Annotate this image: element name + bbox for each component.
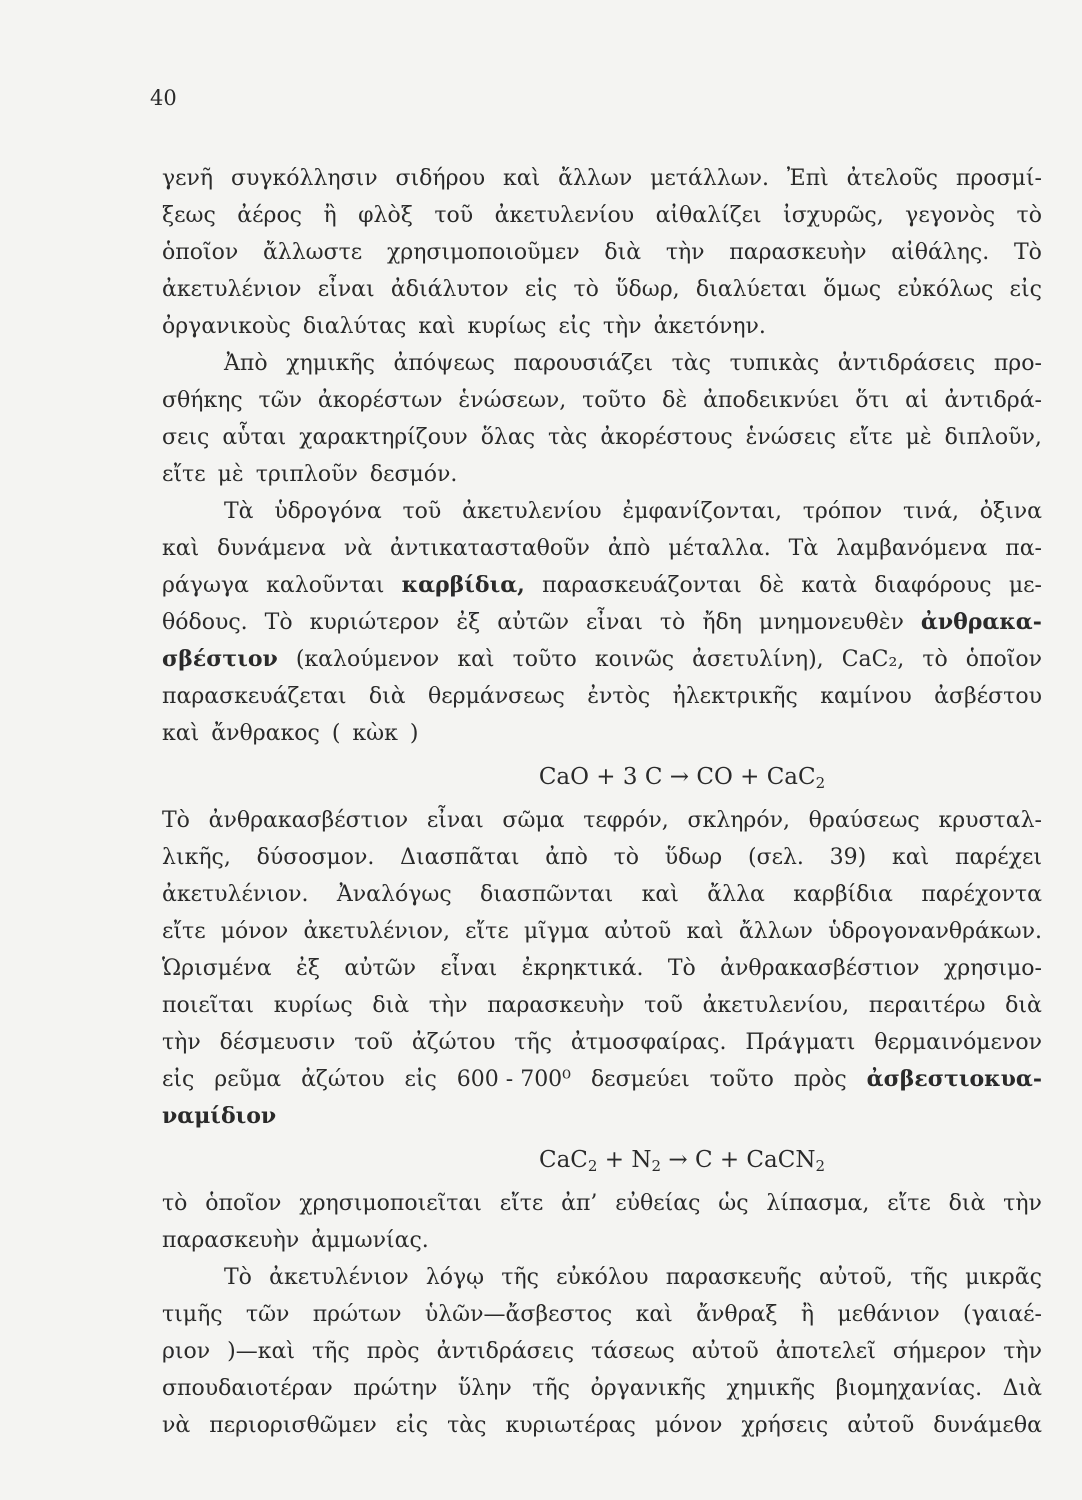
word: Ἐπὶ [786, 166, 829, 191]
word: μόνον [654, 1413, 723, 1438]
word: σῶμα [502, 808, 565, 833]
word: εὐθείας [615, 1191, 701, 1216]
word: ἀπ’ [561, 1191, 598, 1216]
word: ἀντιδράσεις [436, 1339, 575, 1364]
word: παρασκευῆς [665, 1265, 802, 1290]
word: μνημονευθὲν [758, 610, 904, 635]
word: λόγῳ [425, 1265, 485, 1290]
word: τῶν [245, 1302, 290, 1327]
word: πρώτην [353, 1376, 438, 1401]
text-line [162, 567, 1042, 604]
word: καὶ [457, 647, 495, 672]
word: λίπασμα, [766, 1191, 870, 1216]
word: ἀσετυλίνη), [692, 647, 824, 672]
word: μόνον [220, 919, 289, 944]
word: τῆς [501, 1265, 539, 1290]
word: κατὰ [801, 573, 858, 598]
word: ἀζώτου [411, 1030, 496, 1055]
word: με- [1008, 573, 1042, 598]
word: τὰς [548, 425, 588, 450]
word: ἀποδεικνύει [703, 388, 840, 413]
word: καὶ [635, 1302, 673, 1327]
text-line [162, 345, 1042, 382]
word: ἐξ [456, 610, 481, 635]
word: χρήσεις [741, 1413, 829, 1438]
word: ὑδρογονανθράκων. [828, 919, 1042, 944]
word: εἰς [395, 1413, 429, 1438]
bold-term: ναμίδιον [162, 1103, 277, 1129]
word: εἶναι [426, 808, 484, 833]
word: ξεως [162, 203, 216, 228]
word: αὗται [222, 425, 287, 450]
word: τὰς [671, 351, 711, 376]
text-line [162, 913, 1042, 950]
word: τὴν [162, 1030, 201, 1055]
bold-term: σβέστιον [162, 646, 278, 672]
word: ριον [162, 1339, 211, 1364]
word: καὶ [162, 536, 200, 561]
word: κοινῶς [594, 647, 675, 672]
word: κὼκ [352, 721, 398, 746]
text-line [162, 950, 1042, 987]
word: τὰς [447, 1413, 487, 1438]
word: δεσμεύει [590, 1067, 690, 1092]
word: CaC₂, [841, 647, 905, 672]
word: ἀντιδρά- [944, 388, 1042, 413]
text-line [162, 197, 1042, 234]
word: καμίνου [820, 684, 912, 709]
word: ὅμως [823, 277, 882, 302]
word: νὰ [343, 536, 373, 561]
word: εἰς [524, 277, 558, 302]
word: σιδήρου [395, 166, 486, 191]
word: παρασκευὴν [487, 993, 625, 1018]
word: βιομηχανίας. [835, 1376, 983, 1401]
word: προ- [993, 351, 1042, 376]
word: ἀσβέστου [934, 684, 1042, 709]
word: λαμβανόμενα [836, 536, 988, 561]
word: δύσοσμον. [256, 845, 375, 870]
word: τῆς [514, 1030, 552, 1055]
word: δυνάμεθα [933, 1413, 1042, 1438]
word: εὐκόλως [897, 277, 994, 302]
word: αὐτῶν [344, 956, 417, 981]
word: παρασκευάζονται [542, 573, 742, 598]
word: ὅτι [855, 388, 890, 413]
word: ὀργανικῆς [590, 1376, 706, 1401]
word: τῆς [910, 1265, 948, 1290]
word: ἀμμωνίας. [311, 1228, 429, 1253]
word: εἶναι [586, 610, 643, 635]
word: ) [409, 721, 419, 746]
word: ἄλλα [707, 882, 765, 907]
word: κυρίως [467, 314, 547, 339]
text-line [162, 1185, 1042, 1222]
word: τῶν [258, 388, 303, 413]
word: καὶ [641, 882, 679, 907]
word: λικῆς, [162, 845, 231, 870]
word: 600 - 700⁰ [456, 1067, 572, 1092]
word: εἴτε [887, 1191, 931, 1216]
word: ἀκετόνην. [653, 314, 766, 339]
word: ὕδωρ [664, 845, 723, 870]
word: ἰσχυρῶς, [783, 203, 884, 228]
word: ἄλλων [738, 919, 813, 944]
text-line [162, 1098, 1042, 1135]
text-line [162, 1222, 1042, 1259]
word: κυριωτέρας [505, 1413, 636, 1438]
word: εἰς [1009, 277, 1042, 302]
word: τυπικὰς [729, 351, 820, 376]
word: διὰ [948, 1191, 986, 1216]
word: μικρᾶς [965, 1265, 1042, 1290]
word: ἐκρηκτικά. [521, 956, 644, 981]
word: περαιτέρω [868, 993, 986, 1018]
word: καρβίδια [793, 882, 893, 907]
word: διαλύεται [695, 277, 807, 302]
text-line [162, 1296, 1042, 1333]
word: ἀντιδράσεις [837, 351, 976, 376]
body-text [162, 160, 1042, 1444]
word: ἀκετυλένιον, [303, 919, 450, 944]
word: )—καὶ [227, 1339, 295, 1364]
word: (καλούμενον [295, 647, 440, 672]
word: ὑλῶν—ἄσβεστος [424, 1302, 613, 1327]
word: φλὸξ [358, 203, 413, 228]
word: ἀκετυλενίου [462, 499, 602, 524]
text-line [162, 1024, 1042, 1061]
word: σκληρόν, [687, 808, 790, 833]
word: τῆς [311, 1339, 350, 1364]
word: σεις [162, 425, 210, 450]
word: παρουσιάζει [513, 351, 653, 376]
word: τὴν [1003, 1191, 1042, 1216]
word: διασπῶνται [480, 882, 614, 907]
word: ἀδιάλυτον [390, 277, 509, 302]
word: Ἀναλόγως [336, 882, 452, 907]
word: σήμερον [892, 1339, 987, 1364]
word: τριπλοῦν [255, 462, 358, 487]
word: εἴτε [465, 919, 509, 944]
word: αὐτοῦ, [819, 1265, 894, 1290]
word: εἴτε [499, 1191, 544, 1216]
word: Τὸ [1013, 240, 1042, 265]
word: ὑδρογόνα [274, 499, 382, 524]
word: Τὰ [224, 499, 254, 524]
word: τοῦ [402, 499, 442, 524]
word: αὐτῶν [497, 610, 569, 635]
formula-carbide-synthesis: CaO + 3 C → CO + CaC$_2$ [538, 764, 826, 792]
word: διὰ [368, 684, 406, 709]
word: εἴτε [162, 919, 206, 944]
word: Πράγματι [745, 1030, 856, 1055]
word: περιορισθῶμεν [209, 1413, 377, 1438]
word: ἠλεκτρικῆς [672, 684, 798, 709]
word: Ὡρισμένα [162, 956, 272, 981]
text-line [162, 1333, 1042, 1370]
word: παρασκευὴν [162, 1228, 300, 1253]
text-line [162, 987, 1042, 1024]
word: καὶ [892, 845, 930, 870]
word: Τὸ [224, 1265, 252, 1290]
word: τιμῆς [162, 1302, 223, 1327]
word: τινά, [902, 499, 959, 524]
bold-term: ἀσβεστιοκυα- [866, 1066, 1042, 1092]
word: ὀξινα [979, 499, 1042, 524]
word: τὴν [665, 240, 705, 265]
word: Διὰ [1002, 1376, 1042, 1401]
word: Ἀπὸ [224, 351, 268, 376]
word: τρόπον [802, 499, 883, 524]
word: διὰ [372, 993, 410, 1018]
text-line [162, 271, 1042, 308]
word: σπουδαιοτέραν [162, 1376, 333, 1401]
word: τῆς [532, 1376, 570, 1401]
word: αὐτοῦ [604, 919, 672, 944]
word: δὲ [759, 573, 785, 598]
word: Διασπᾶται [400, 845, 520, 870]
word: Τὸ [264, 610, 293, 635]
word: ὅλας [480, 425, 536, 450]
text-line [162, 641, 1042, 678]
text-line [162, 604, 1042, 641]
text-line [162, 715, 1042, 752]
word: τὸ [1016, 203, 1042, 228]
word: πρώτων [312, 1302, 402, 1327]
word: ὡς [718, 1191, 749, 1216]
word: προσμί- [955, 166, 1042, 191]
word: εἴτε [162, 462, 206, 487]
text-line [162, 419, 1042, 456]
word: μετάλλων. [650, 166, 770, 191]
word: διπλοῦν, [944, 425, 1042, 450]
word: ἀτμοσφαίρας. [570, 1030, 727, 1055]
word: ὕδωρ, [615, 277, 680, 302]
word: μῖγμα [523, 919, 590, 944]
word: εὐκόλου [556, 1265, 649, 1290]
word: παρασκευάζεται [162, 684, 347, 709]
word: αὐτοῦ [847, 1413, 915, 1438]
word: Τὸ [667, 956, 696, 981]
word: τοῦτο [709, 1067, 774, 1092]
text-line [162, 382, 1042, 419]
word: Τὸ [162, 808, 190, 833]
word: ἀνθρακασβέστιον [208, 808, 409, 833]
word: ρεῦμα [214, 1067, 282, 1092]
word: δεσμόν. [369, 462, 458, 487]
word: ἀέρος [237, 203, 303, 228]
word: ἀκετυλενίου [494, 203, 635, 228]
word: διὰ [1005, 993, 1042, 1018]
word: τὴν [428, 993, 468, 1018]
word: αἱ [905, 388, 929, 413]
word: τάσεως [591, 1339, 675, 1364]
word: παρασκευὴν [729, 240, 867, 265]
word: καλοῦνται [266, 573, 385, 598]
word: τοῦ [644, 993, 683, 1018]
text-line [162, 1259, 1042, 1296]
text-line [162, 308, 1042, 345]
word: (γαιαέ- [963, 1302, 1042, 1327]
word: τοῦτο [582, 388, 647, 413]
word: χρησιμοποιεῖται [299, 1191, 482, 1216]
word: παρέχει [954, 845, 1042, 870]
word: 39) [829, 845, 867, 870]
word: ἀκετυλενίου, [702, 993, 850, 1018]
word: ἄνθραξ [696, 1302, 778, 1327]
word: χρησιμο- [943, 956, 1042, 981]
word: συγκόλλησιν [231, 166, 378, 191]
word: ἀποτελεῖ [775, 1339, 876, 1364]
word: μεθάνιον [837, 1302, 940, 1327]
word: τὸ [162, 1191, 188, 1216]
word: ἀπόψεως [393, 351, 496, 376]
word: καὶ [162, 721, 200, 746]
word: μὲ [905, 425, 932, 450]
word: τὴν [1003, 1339, 1042, 1364]
word: ἄνθρακος [211, 721, 320, 746]
text-line [162, 839, 1042, 876]
word: εἶναι [317, 277, 375, 302]
word: ἀκετυλένιον [269, 1265, 409, 1290]
word: ὁποῖον [162, 240, 239, 265]
word: ὀργανικοὺς [162, 314, 291, 339]
word: ἀντικατασταθοῦν [389, 536, 590, 561]
word: τοῦ [354, 1030, 394, 1055]
page-number: 40 [150, 86, 177, 110]
word: ἑνώσεις [745, 425, 837, 450]
word: ἀπὸ [607, 536, 651, 561]
word: ποιεῖται [162, 993, 255, 1018]
word: τὸ [922, 647, 948, 672]
word: πρὸς [366, 1339, 420, 1364]
word: εἰς [162, 1067, 195, 1092]
word: Τὰ [788, 536, 819, 561]
word: ἐντὸς [587, 684, 651, 709]
word: τὸ [613, 845, 639, 870]
word: ὁποῖον [965, 647, 1042, 672]
word: ἑνώσεων, [458, 388, 567, 413]
word: ἐμφανίζονται, [622, 499, 782, 524]
word: ἀπὸ [545, 845, 588, 870]
text-line [162, 234, 1042, 271]
text-line [162, 1407, 1042, 1444]
word: ἐξ [296, 956, 320, 981]
word: εἴτε [849, 425, 893, 450]
word: δὲ [662, 388, 688, 413]
word: τοῦτο [512, 647, 577, 672]
text-line [162, 160, 1042, 197]
word: χαρακτηρίζουν [299, 425, 468, 450]
word: θερμάνσεως [428, 684, 565, 709]
word: σθήκης [162, 388, 243, 413]
word: μὲ [217, 462, 244, 487]
word: καὶ [686, 919, 724, 944]
bold-term: καρβίδια, [401, 572, 525, 598]
text-line [162, 493, 1042, 530]
word: αἰθαλίζει [655, 203, 762, 228]
word: πα- [1005, 536, 1042, 561]
text-line [162, 678, 1042, 715]
word: εἰς [404, 1067, 437, 1092]
text-line [162, 802, 1042, 839]
word: πρὸς [793, 1067, 847, 1092]
word: ἀτελοῦς [846, 166, 938, 191]
text-line [162, 1061, 1042, 1098]
word: ἄλλων [558, 166, 633, 191]
word: δέσμευσιν [219, 1030, 336, 1055]
word: τὴν [602, 314, 642, 339]
word: ἄλλωστε [262, 240, 363, 265]
word: θραύσεως [808, 808, 920, 833]
word: αὐτοῦ [691, 1339, 759, 1364]
word: χημικῆς [726, 1376, 816, 1401]
word: ἢ [323, 203, 337, 228]
word: ἀκετυλένιον. [162, 882, 309, 907]
word: ἤδη [702, 610, 742, 635]
word: μέταλλα. [668, 536, 771, 561]
word: εἶναι [440, 956, 498, 981]
word: καὶ [503, 166, 541, 191]
word: αἰθάλης. [891, 240, 990, 265]
word: δυνάμενα [217, 536, 326, 561]
word: ἢ [800, 1302, 814, 1327]
word: τὸ [659, 610, 686, 635]
word: διαφόρους [874, 573, 992, 598]
word: παρέχοντα [921, 882, 1042, 907]
word: γεγονὸς [905, 203, 996, 228]
word: ὁποῖον [205, 1191, 282, 1216]
word: ἀκετυλένιον [162, 277, 302, 302]
word: τοῦ [434, 203, 474, 228]
word: γενῆ [162, 166, 214, 191]
word: ἀζώτου [301, 1067, 385, 1092]
word: εἰς [558, 314, 591, 339]
word: τεφρόν, [583, 808, 669, 833]
text-line [162, 1370, 1042, 1407]
word: νὰ [162, 1413, 191, 1438]
text-line [162, 876, 1042, 913]
word: ἀκορέστων [317, 388, 443, 413]
word: κυριώτερον [309, 610, 440, 635]
formula-cyanamide: $CaC_2 + N_2 \to C$ + CaCN$_2$ [538, 1147, 826, 1175]
text-line [162, 530, 1042, 567]
word: τὸ [573, 277, 599, 302]
word: θερμαινόμενον [874, 1030, 1042, 1055]
word: ράγωγα [162, 573, 249, 598]
word: θόδους. [162, 610, 248, 635]
word: ἀκορέστους [600, 425, 733, 450]
word: (σελ. [747, 845, 804, 870]
word: χημικῆς [286, 351, 375, 376]
word: διὰ [604, 240, 642, 265]
word: κρυσταλ- [938, 808, 1042, 833]
word: χρησιμοποιοῦμεν [386, 240, 580, 265]
bold-term: ἀνθρακα- [920, 609, 1042, 635]
word: ( [331, 721, 341, 746]
word: ἀνθρακασβέστιον [720, 956, 920, 981]
word: ὕλην [457, 1376, 512, 1401]
word: καὶ [418, 314, 456, 339]
word: κυρίως [273, 993, 353, 1018]
text-line [162, 456, 1042, 493]
word: διαλύτας [302, 314, 407, 339]
